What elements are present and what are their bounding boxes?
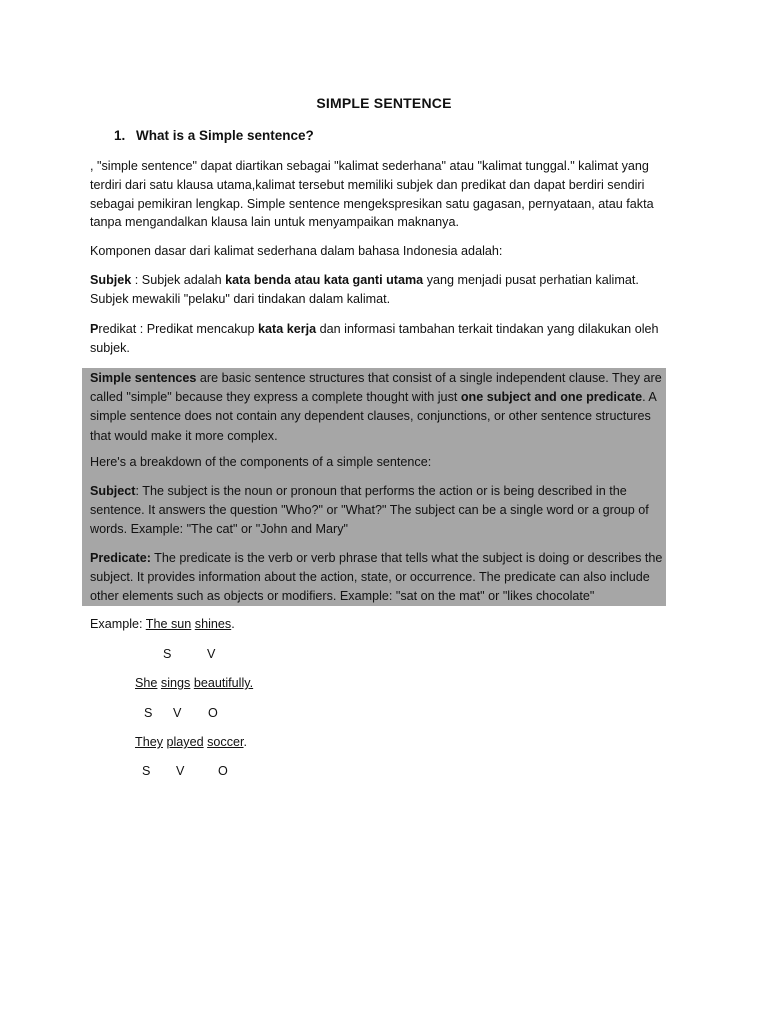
example-2-label-v: V bbox=[173, 706, 182, 720]
simple-sentences-term: Simple sentences bbox=[90, 371, 197, 385]
predikat-term-rest: redikat bbox=[98, 322, 137, 336]
english-paragraph-2: Here's a breakdown of the components of a simple sentence: bbox=[90, 455, 432, 469]
example-1-label-s: S bbox=[163, 647, 172, 661]
english-paragraph-subject bbox=[90, 482, 664, 540]
example-1-subject: The sun bbox=[145, 617, 192, 631]
page-title: SIMPLE SENTENCE bbox=[316, 95, 452, 111]
example-3-subject: They bbox=[135, 735, 163, 749]
highlighted-english-section bbox=[82, 368, 666, 606]
predikat-term-bold: P bbox=[90, 322, 99, 336]
english-p1-text-b: . A simple sentence does not contain any dependent clauses, conjunctions, or other sentence structures that would make it more complex. bbox=[90, 390, 657, 443]
english-paragraph-predicate bbox=[90, 549, 664, 607]
subjek-term: Subjek bbox=[90, 273, 132, 287]
predicate-term: Predicate: bbox=[90, 551, 151, 565]
example-2 bbox=[135, 674, 253, 692]
example-2-label-o: O bbox=[208, 706, 218, 720]
example-3-label-s: S bbox=[142, 764, 151, 778]
example-2-label-s: S bbox=[144, 706, 153, 720]
example-2-object: beautifully. bbox=[193, 676, 254, 690]
example-3-object: soccer bbox=[207, 735, 244, 749]
example-2-verb: sings bbox=[160, 676, 191, 690]
question-text: What is a Simple sentence? bbox=[136, 128, 314, 143]
komponen-paragraph: Komponen dasar dari kalimat sederhana dalam bahasa Indonesia adalah: bbox=[90, 244, 503, 258]
example-3-verb: played bbox=[166, 735, 204, 749]
subjek-paragraph bbox=[90, 271, 680, 309]
subject-term: Subject bbox=[90, 484, 136, 498]
example-1-label-v: V bbox=[207, 647, 216, 661]
example-3 bbox=[135, 733, 247, 751]
example-3-end: . bbox=[243, 735, 248, 749]
example-1 bbox=[90, 615, 235, 633]
english-p1-text-a: are basic sentence structures that consist of a single independent clause. They are called "simple" because they express a complete thought with just bbox=[90, 371, 662, 405]
subjek-bold: kata benda atau kata ganti utama bbox=[225, 273, 424, 287]
subjek-rest: yang menjadi pusat perhatian kalimat. Subjek mewakili "pelaku" dari tindakan dalam kalimat. bbox=[90, 273, 639, 306]
example-2-subject: She bbox=[135, 676, 158, 690]
one-subject-predicate: one subject and one predicate bbox=[460, 390, 643, 405]
predicate-text: The predicate is the verb or verb phrase that tells what the subject is doing or describes the subject. It provides information about the action, state, or occurrence. The predicate can also include other elements such as objects or modifiers. Example: "sat on the mat" or "likes chocolate" bbox=[90, 551, 663, 604]
subjek-sep: : Subjek adalah bbox=[131, 273, 226, 287]
subject-text: : The subject is the noun or pronoun that performs the action or is being described in the sentence. It answers the question "Who?" or "What?" The subject can be a single word or a group of words. Example: "The cat" or "John and Mary" bbox=[90, 484, 649, 537]
example-1-end: . bbox=[231, 617, 235, 631]
question-number: 1. bbox=[114, 128, 126, 143]
predikat-rest: dan informasi tambahan terkait tindakan yang dilakukan oleh subjek. bbox=[90, 322, 659, 355]
example-3-label-v: V bbox=[176, 764, 185, 778]
question-heading bbox=[114, 128, 314, 143]
predikat-paragraph bbox=[90, 320, 680, 358]
example-1-verb: shines bbox=[194, 617, 232, 631]
english-paragraph-1 bbox=[90, 369, 664, 446]
example-3-label-o: O bbox=[218, 764, 228, 778]
example-label: Example: bbox=[90, 617, 146, 631]
predikat-bold: kata kerja bbox=[258, 322, 317, 336]
predikat-sep: : Predikat mencakup bbox=[136, 322, 259, 336]
intro-paragraph: , "simple sentence" dapat diartikan sebagai "kalimat sederhana" atau "kalimat tunggal." kalimat yang terdiri dari satu klausa utama,kalimat tersebut memiliki subjek dan predikat dan dapat berdiri sendiri sebagai pemikiran lengkap. Simple sentence mengekspresikan satu gagasan, pernyataan, atau fakta tanpa mengandalkan klausa lain untuk menyampaikan maknanya. bbox=[90, 159, 654, 230]
